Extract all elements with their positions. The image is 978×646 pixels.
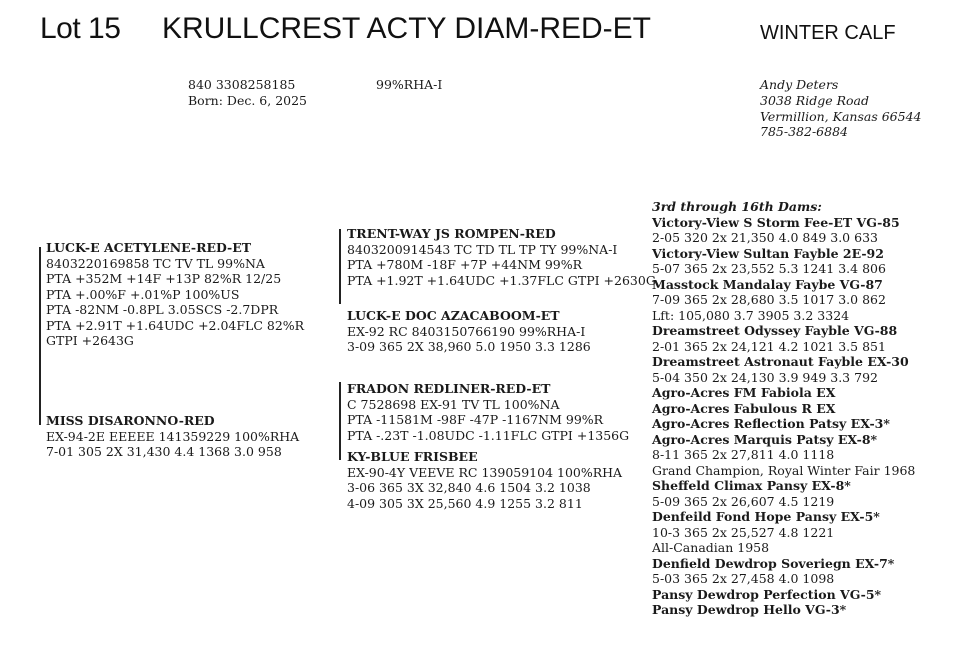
dam-sire-name: FRADON REDLINER-RED-ET [347,381,551,396]
pedigree-line-dam [339,382,341,460]
pedigree-line-sire [339,229,341,304]
maternal-dam-record: 5-09 365 2x 26,607 4.5 1219 [652,493,835,509]
sire-dam-line: EX-92 RC 8403150766190 99%RHA-I [347,323,586,339]
dam-sire-line: PTA -.23T -1.08UDC -1.11FLC GTPI +1356G [347,427,630,443]
owner-street: 3038 Ridge Road [760,92,869,108]
maternal-dam-name: Denfeild Fond Hope Pansy EX-5* [652,509,880,524]
maternal-dam-name: Dreamstreet Astronaut Fayble EX-30 [652,354,909,369]
maternal-dam-record: 5-03 365 2x 27,458 4.0 1098 [652,571,835,586]
sire-sire-line: PTA +780M -18F +7P +44NM 99%R [347,257,583,272]
sire-name: LUCK-E ACETYLENE-RED-ET [46,240,252,255]
dam-line: 7-01 305 2X 31,430 4.4 1368 3.0 958 [46,444,282,459]
sire-line: 8403220169858 TC TV TL 99%NA [46,255,265,271]
maternal-dam-record: Grand Champion, Royal Winter Fair 1968 [652,462,916,478]
maternal-dam-name: Agro-Acres Reflection Patsy EX-3* [652,416,890,431]
sire-sire-line: PTA +1.92T +1.64UDC +1.37FLC GTPI +2630G [347,272,656,288]
maternal-dam-record: Lft: 105,080 3.7 3905 3.2 3324 [652,307,850,323]
dam-dam-block [347,449,622,511]
dam-block [46,413,299,460]
maternal-dam-name: Sheffeld Climax Pansy EX-8* [652,478,851,493]
maternal-dam-name: Pansy Dewdrop Perfection VG-5* [652,586,882,602]
sire-dam-details [347,324,591,355]
maternal-dam-record: 10-3 365 2x 25,527 4.8 1221 [652,524,835,540]
sire-sire-name: TRENT-WAY JS ROMPEN-RED [347,226,556,241]
maternal-dam-name: Agro-Acres Fabulous R EX [652,400,836,416]
sire-block [46,240,304,349]
sire-dam-name: LUCK-E DOC AZACABOOM-ET [347,308,560,323]
dam-sire-details [347,397,629,444]
dam-sire-line: PTA -11581M -98F -47P -1167NM 99%R [347,412,604,427]
birth-date: Born: Dec. 6, 2025 [188,92,308,108]
maternal-dam-record: All-Canadian 1958 [652,540,770,555]
maternal-dam-record: 7-09 365 2x 28,680 3.5 1017 3.0 862 [652,292,886,307]
dam-sire-block [347,381,629,443]
sire-sire-line: 8403200914543 TC TD TL TP TY 99%NA-I [347,241,618,257]
maternal-dam-name: Denfield Dewdrop Soveriegn EX-7* [652,555,895,571]
maternal-line-heading: 3rd through 16th Dams: [652,199,822,214]
maternal-dam-name: Agro-Acres Marquis Patsy EX-8* [652,431,878,447]
pedigree-line-main [39,247,41,425]
owner-phone: 785-382-6884 [760,124,848,140]
lot-number: Lot 15 [40,12,121,45]
dam-dam-line: EX-90-4Y VEEVE RC 139059104 100%RHA [347,464,623,480]
maternal-dam-name: Dreamstreet Odyssey Fayble VG-88 [652,323,898,338]
dam-details [46,429,299,460]
dam-line: EX-94-2E EEEEE 141359229 100%RHA [46,428,300,444]
sire-details [46,256,304,349]
maternal-dam-record: 5-04 350 2x 24,130 3.9 949 3.3 792 [652,369,878,385]
sire-line: GTPI +2643G [46,333,134,348]
maternal-dam-record: 2-05 320 2x 21,350 4.0 849 3.0 633 [652,230,878,245]
dam-dam-line: 4-09 305 3X 25,560 4.9 1255 3.2 811 [347,495,583,511]
maternal-line-block [652,199,915,618]
sire-line: PTA +352M +14F +13P 82%R 12/25 [46,271,282,286]
sire-sire-details [347,242,656,289]
maternal-dam-name: Agro-Acres FM Fabiola EX [652,385,836,400]
maternal-dam-record: 8-11 365 2x 27,811 4.0 1118 [652,447,835,462]
owner-block [760,77,921,140]
sire-line: PTA -82NM -0.8PL 3.05SCS -2.7DPR [46,302,279,317]
sire-dam-line: 3-09 365 2X 38,960 5.0 1950 3.3 1286 [347,339,591,354]
maternal-dam-record: 2-01 365 2x 24,121 4.2 1021 3.5 851 [652,338,886,354]
sire-line: PTA +.00%F +.01%P 100%US [46,286,240,302]
dam-dam-details [347,465,622,512]
sire-dam-block [347,308,591,355]
maternal-line-list [652,215,915,618]
class-label: WINTER CALF [760,22,896,44]
maternal-dam-name: Victory-View S Storm Fee-ET VG-85 [652,214,900,230]
maternal-dam-name: Victory-View Sultan Fayble 2E-92 [652,245,884,261]
dam-name: MISS DISARONNO-RED [46,413,215,428]
sire-sire-block [347,226,656,288]
animal-name: KRULLCREST ACTY DIAM-RED-ET [162,12,651,45]
registration-number: 840 3308258185 [188,77,296,92]
owner-name: Andy Deters [760,77,839,92]
dam-dam-name: KY-BLUE FRISBEE [347,449,478,464]
animal-info [188,77,307,108]
owner-city: Vermillion, Kansas 66544 [760,108,922,124]
maternal-dam-name: Masstock Mandalay Faybe VG-87 [652,276,883,292]
maternal-dam-record: 5-07 365 2x 23,552 5.3 1241 3.4 806 [652,261,886,276]
rha-percent: 99%RHA-I [376,77,443,92]
maternal-dam-name: Pansy Dewdrop Hello VG-3* [652,602,847,617]
dam-sire-line: C 7528698 EX-91 TV TL 100%NA [347,396,560,412]
sire-line: PTA +2.91T +1.64UDC +2.04FLC 82%R [46,317,305,333]
dam-dam-line: 3-06 365 3X 32,840 4.6 1504 3.2 1038 [347,480,591,495]
